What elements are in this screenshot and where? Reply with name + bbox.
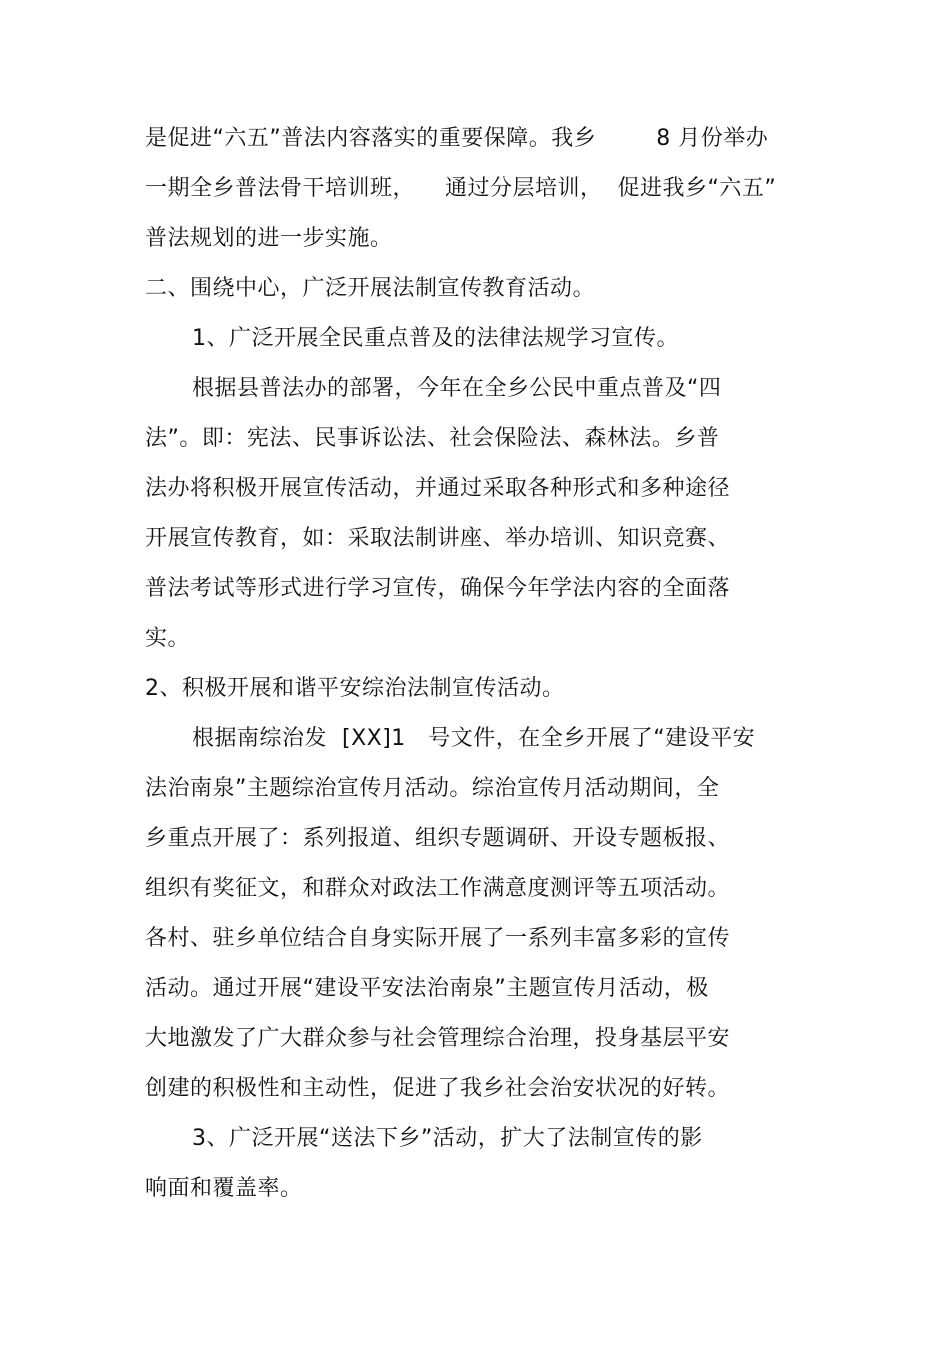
text-line: 乡重点开展了：系列报道、组织专题调研、开设专题板报、 [145,826,731,851]
text-line: 是促进“六五”普法内容落实的重要保障。我乡 8 月份举办 [145,126,769,151]
text-line: 组织有奖征文，和群众对政法工作满意度测评等五项活动。 [145,876,731,901]
text-line: 创建的积极性和主动性，促进了我乡社会治安状况的好转。 [145,1076,731,1101]
text-line: 各村、驻乡单位结合自身实际开展了一系列丰富多彩的宣传 [145,926,731,951]
subsection-heading: 1、广泛开展全民重点普及的法律法规学习宣传。 [192,326,679,351]
text-line: 法办将积极开展宣传活动，并通过采取各种形式和多种途径 [145,476,731,501]
text-line: 大地激发了广大群众参与社会管理综合治理，投身基层平安 [145,1026,731,1051]
subsection-heading: 2、积极开展和谐平安综治法制宣传活动。 [145,676,565,701]
text-line: 开展宣传教育，如：采取法制讲座、举办培训、知识竞赛、 [145,526,731,551]
subsection-heading: 3、广泛开展“送法下乡”活动，扩大了法制宣传的影 [192,1126,703,1151]
text-line: 实。 [145,626,191,651]
text-line: 法治南泉”主题综治宣传月活动。综治宣传月活动期间，全 [145,776,720,801]
text-line: 响面和覆盖率。 [145,1176,303,1201]
text-line: 活动。通过开展“建设平安法治南泉”主题宣传月活动，极 [145,976,709,1001]
text-line: 普法规划的进一步实施。 [145,226,393,251]
text-line: 法”。即：宪法、民事诉讼法、社会保险法、森林法。乡普 [145,426,720,451]
text-line: 根据南综治发 [XX]1 号文件，在全乡开展了“建设平安 [192,726,756,751]
section-heading: 二、围绕中心，广泛开展法制宣传教育活动。 [145,276,596,301]
text-line: 一期全乡普法骨干培训班， 通过分层培训， 促进我乡“六五” [145,176,777,201]
text-line: 普法考试等形式进行学习宣传，确保今年学法内容的全面落 [145,576,731,601]
text-line: 根据县普法办的部署，今年在全乡公民中重点普及“四 [192,376,722,401]
